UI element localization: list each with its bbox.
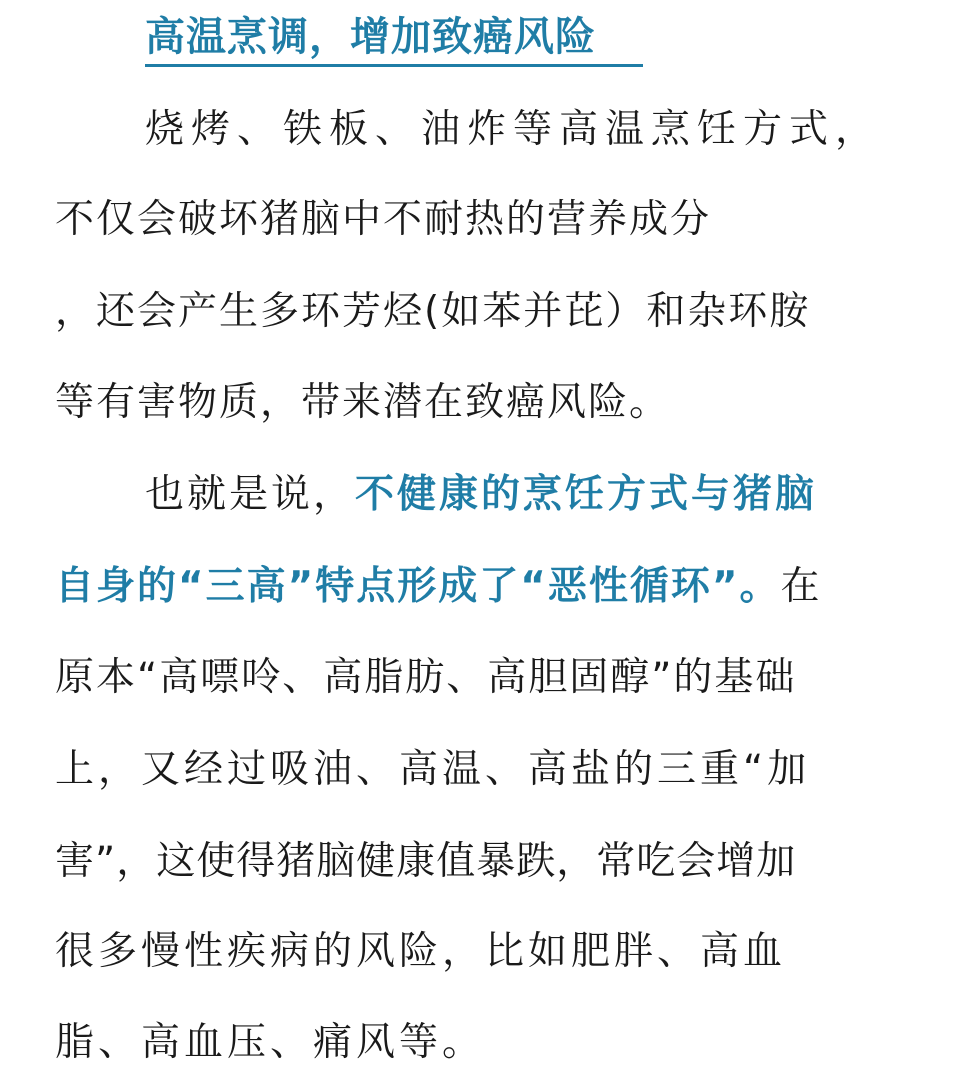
paragraph1-line-2: 不仅会破坏猪脑中不耐热的营养成分 — [55, 197, 712, 242]
paragraph2-highlight-2: 自身的“三高”特点形成了“恶性循环”。 — [55, 564, 781, 609]
section-heading: 高温烹调，增加致癌风险 — [145, 14, 596, 60]
paragraph2-line-5: 害”，这使得猪脑健康值暴跌，常吃会增加 — [55, 839, 797, 884]
paragraph2-line-6: 很多慢性疾病的风险，比如肥胖、高血 — [55, 929, 787, 974]
paragraph2-line-3: 原本“高嘌呤、高脂肪、高胆固醇”的基础 — [55, 655, 797, 700]
paragraph1-line-4: 等有害物质，带来潜在致癌风险。 — [55, 380, 671, 425]
paragraph2-lead-text: 也就是说， — [145, 472, 356, 517]
paragraph2-line-7: 脂、高血压、痛风等。 — [55, 1020, 486, 1065]
heading-underline — [145, 64, 643, 67]
paragraph2-highlight-1: 不健康的烹饪方式与猪脑 — [355, 472, 818, 517]
paragraph2-line-1 — [145, 465, 817, 525]
paragraph2-line-4: 上，又经过吸油、高温、高盐的三重“加 — [55, 747, 811, 792]
paragraph1-line-1: 烧烤、铁板、油炸等高温烹饪方式， — [145, 107, 882, 152]
paragraph2-line-2 — [55, 557, 822, 617]
paragraph2-continuation: 在 — [780, 564, 822, 609]
paragraph1-line-3: ，还会产生多环芳烃(如苯并芘）和杂环胺 — [55, 289, 811, 334]
